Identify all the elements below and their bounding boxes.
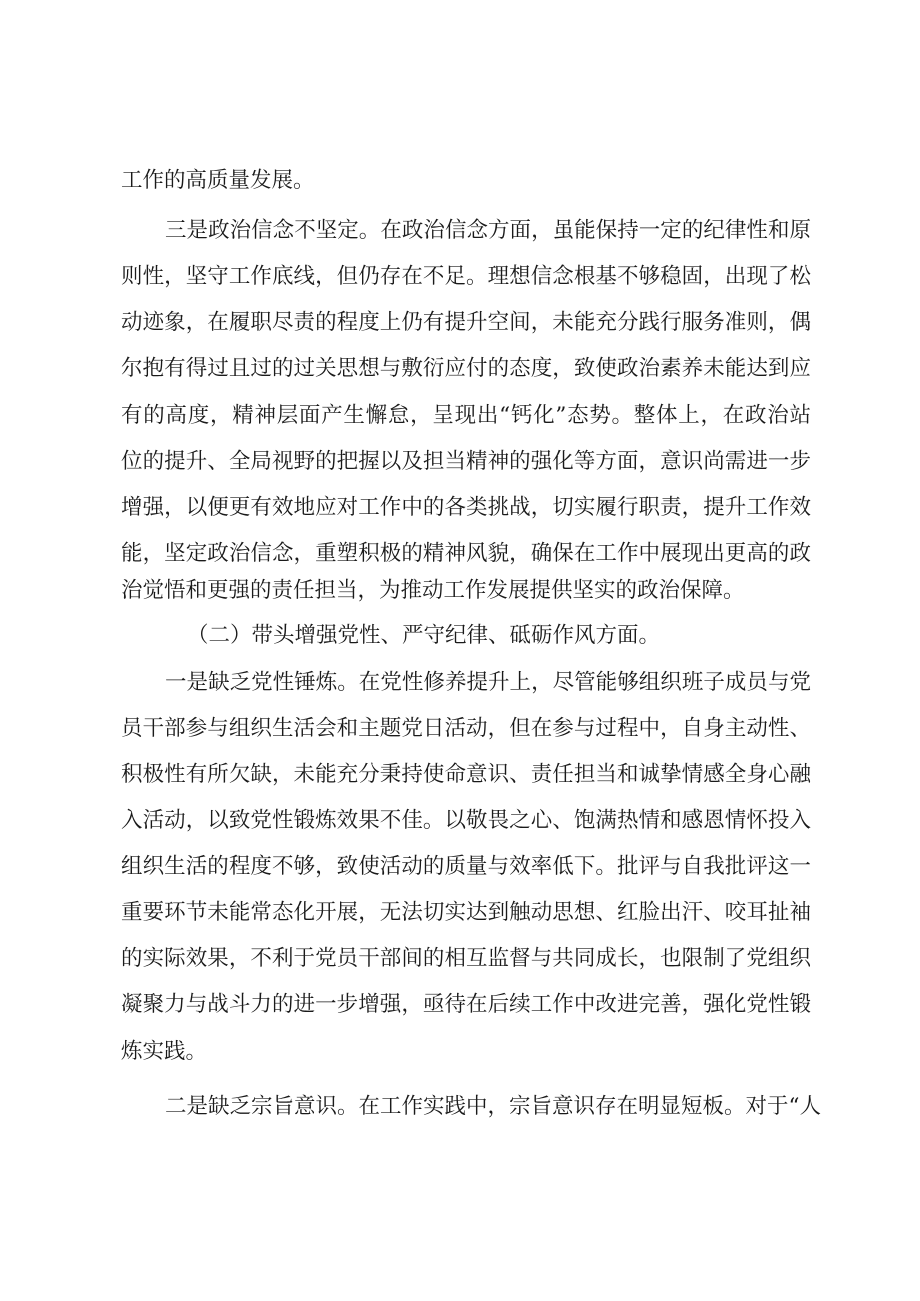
section-heading: （二）带头增强党性、严守纪律、砥砺作风方面。: [187, 623, 661, 648]
text-line-4: 动迹象，在履职尽责的程度上仍有提升空间，未能充分践行服务准则，偶: [121, 310, 811, 335]
text-line-10: 治觉悟和更强的责任担当，为推动工作发展提供坚实的政治保障。: [121, 578, 745, 603]
text-line-20: 炼实践。: [121, 1039, 208, 1064]
text-line-15: 入活动，以致党性锻炼效果不佳。以敬畏之心、饱满热情和感恩情怀投入: [121, 808, 811, 833]
text-line-3: 则性，坚守工作底线，但仍存在不足。理想信念根基不够稳固，出现了松: [121, 264, 811, 289]
text-line-17: 重要环节未能常态化开展，无法切实达到触动思想、红脸出汗、咬耳扯袖: [121, 900, 811, 925]
text-line-14: 积极性有所欠缺，未能充分秉持使命意识、责任担当和诚挚情感全身心融: [121, 762, 811, 787]
text-line-8: 增强，以便更有效地应对工作中的各类挑战，切实履行职责，提升工作效: [121, 495, 811, 520]
text-line-7: 位的提升、全局视野的把握以及担当精神的强化等方面，意识尚需进一步: [121, 449, 811, 474]
text-line-13: 员干部参与组织生活会和主题党日活动，但在参与过程中，自身主动性、: [121, 716, 811, 741]
text-line-1: 工作的高质量发展。: [121, 168, 315, 193]
text-line-18: 的实际效果，不利于党员干部间的相互监督与共同成长，也限制了党组织: [121, 946, 811, 971]
paragraph-2-start-line: 二是缺乏宗旨意识。在工作实践中，宗旨意识存在明显短板。对于“人: [165, 1094, 821, 1119]
text-line-19: 凝聚力与战斗力的进一步增强，亟待在后续工作中改进完善，强化党性锻: [121, 992, 811, 1017]
text-line-5: 尔抱有得过且过的过关思想与敷衍应付的态度，致使政治素养未能达到应: [121, 356, 811, 381]
paragraph-1-start-line: 一是缺乏党性锤炼。在党性修养提升上，尽管能够组织班子成员与党: [165, 670, 811, 695]
text-line-16: 组织生活的程度不够，致使活动的质量与效率低下。批评与自我批评这一: [121, 854, 811, 879]
text-line-9: 能，坚定政治信念，重塑积极的精神风貌，确保在工作中展现出更高的政: [121, 541, 811, 566]
paragraph-3-start-line: 三是政治信念不坚定。在政治信念方面，虽能保持一定的纪律性和原: [165, 218, 811, 243]
text-line-6: 有的高度，精神层面产生懈怠，呈现出“钙化”态势。整体上，在政治站: [121, 403, 811, 428]
